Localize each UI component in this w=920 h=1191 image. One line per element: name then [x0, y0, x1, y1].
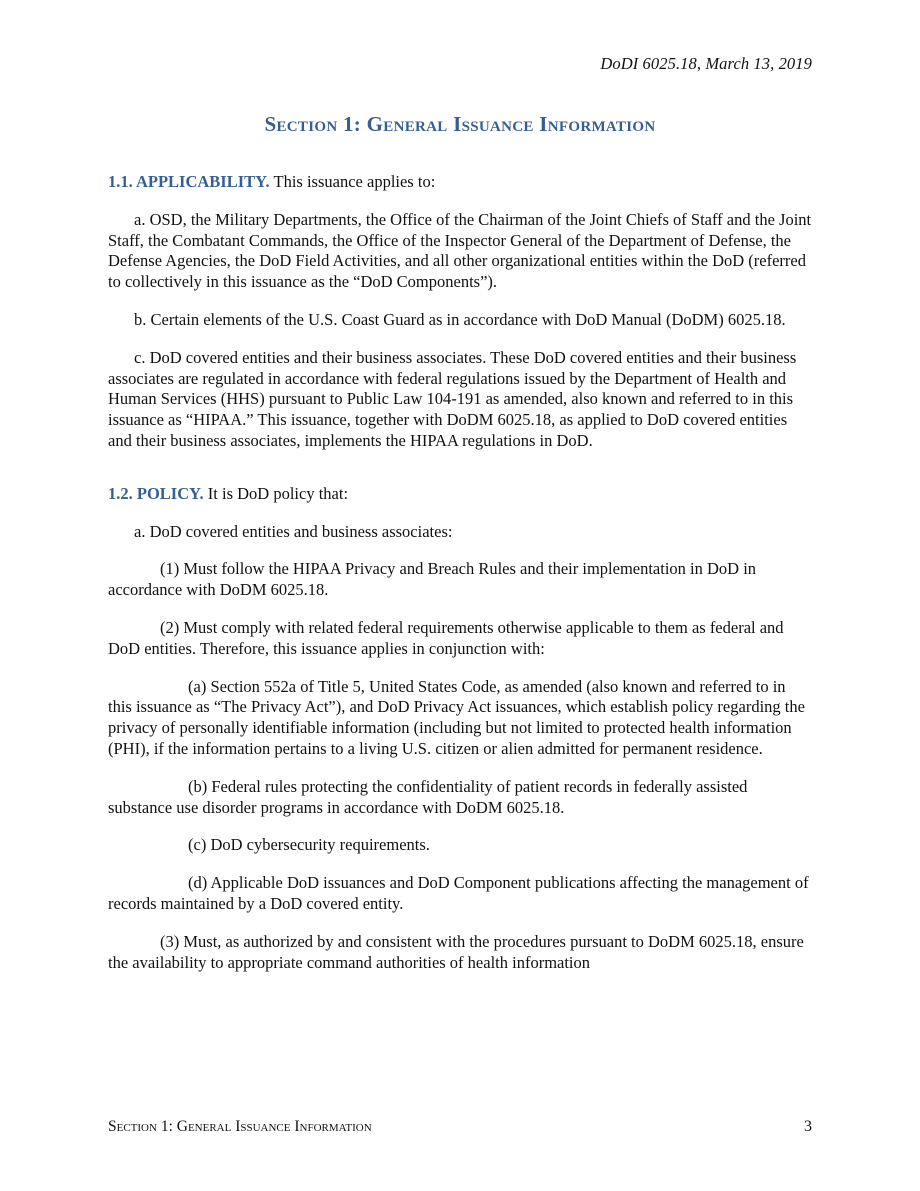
page-number: 3	[804, 1118, 812, 1135]
applicability-item-a: a. OSD, the Military Departments, the Office of the Chairman of the Joint Chiefs of Staff and the Joint Staff, the Combatant Commands, the Office of the Inspector General of the Department of Defense, the Defense Agencies, the DoD Field Activities, and all other organizational entities within the DoD (referred to collectively in this issuance as the “DoD Components”).	[108, 209, 812, 292]
document-body	[108, 172, 813, 990]
policy-item-a3: (3) Must, as authorized by and consistent with the procedures pursuant to DoDM 6025.18, ensure the availability to appropriate command authorities of health information	[108, 931, 804, 972]
policy-item-a1: (1) Must follow the HIPAA Privacy and Breach Rules and their implementation in DoD in accordance with DoDM 6025.18.	[108, 559, 757, 600]
policy-item-a2d: (d) Applicable DoD issuances and DoD Component publications affecting the management of records maintained by a DoD covered entity.	[108, 873, 809, 913]
policy-item-a2b: (b) Federal rules protecting the confidentiality of patient records in federally assisted substance use disorder programs in accordance with DoDM 6025.18.	[108, 776, 748, 817]
policy-item-a2: (2) Must comply with related federal requirements otherwise applicable to them as federal and DoD entities. Therefore, this issuance applies in conjunction with:	[108, 617, 784, 658]
applicability-paragraph	[108, 172, 813, 193]
policy-item-a2a: (a) Section 552a of Title 5, United States Code, as amended (also known and referred to in this issuance as “The Privacy Act”), and DoD Privacy Act issuances, which establish policy regarding the privacy of personally identifiable information (including but not limited to protected health information (PHI), if the information pertains to a living U.S. citizen or alien admitted for permanent residence.	[108, 676, 805, 758]
policy-paragraph	[108, 484, 813, 505]
policy-item-a: a. DoD covered entities and business associates:	[134, 521, 453, 541]
applicability-heading: 1.1. APPLICABILITY.	[108, 172, 270, 191]
section-title: Section 1: General Issuance Information	[264, 112, 656, 136]
applicability-intro: This issuance applies to:	[269, 172, 436, 191]
policy-heading: 1.2. POLICY.	[108, 483, 204, 503]
document-reference: DoDI 6025.18, March 13, 2019	[600, 54, 812, 73]
policy-intro: It is DoD policy that:	[203, 483, 349, 503]
applicability-item-c: c. DoD covered entities and their business associates. These DoD covered entities and their business associates are regulated in accordance with federal regulations issued by the Department of Health and Human Services (HHS) pursuant to Public Law 104-191 as amended, also known and referred to in this issuance as “HIPAA.” This issuance, together with DoDM 6025.18, as applied to DoD covered entities and their business associates, implements the HIPAA regulations in DoD.	[108, 347, 797, 450]
policy-item-a2c: (c) DoD cybersecurity requirements.	[188, 835, 430, 855]
applicability-item-b: b. Certain elements of the U.S. Coast Guard as in accordance with DoD Manual (DoDM) 6025.18.	[134, 309, 786, 329]
footer-section-title: Section 1: General Issuance Information	[108, 1118, 372, 1135]
